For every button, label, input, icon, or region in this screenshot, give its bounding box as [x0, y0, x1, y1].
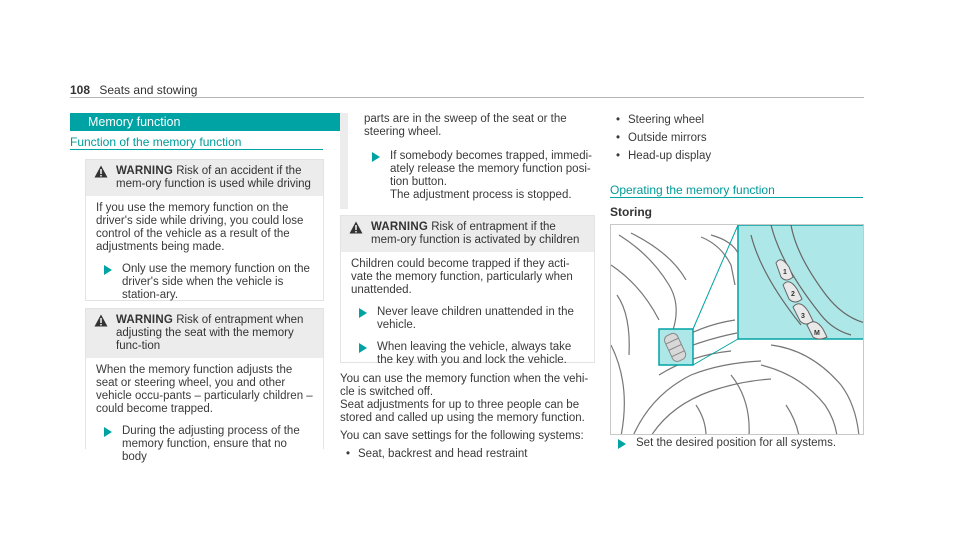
subtitle-operating-memory: Operating the memory function: [610, 183, 775, 197]
step-text: If somebody becomes trapped, immedi-ately release the memory function posi-tion button.: [390, 150, 592, 188]
step-text: During the adjusting process of the memory function, ensure that no body: [122, 425, 300, 463]
step-text: When leaving the vehicle, always take the key with you and lock the vehicle.: [377, 341, 572, 366]
warning-heading: Risk of an accident if the mem-ory function is used while driving: [116, 165, 311, 190]
step-text: Set the desired position for all systems.: [636, 437, 837, 449]
continued-text: parts are in the sweep of the seat or the steering wheel.: [364, 113, 567, 138]
step-arrow-icon: [618, 439, 626, 449]
warning-step-2: [351, 341, 584, 367]
warning-triangle-icon: [94, 165, 108, 178]
warning-step: [96, 425, 313, 464]
warning-heading: Risk of entrapment if the mem-ory function is activated by children: [371, 221, 580, 246]
page-header: [70, 83, 197, 97]
paragraph-three-people: Seat adjustments for up to three people can be stored and called up using the memory function.: [340, 399, 585, 424]
subtitle-rule: [70, 149, 323, 150]
header-rule: [70, 97, 864, 98]
warning-text: When the memory function adjusts the seat or steering wheel, you and other vehicle occu-pants – particularly children – could become trapped.: [96, 364, 313, 415]
warning-triangle-icon: [349, 221, 363, 234]
step-text: Only use the memory function on the driver's side when the vehicle is station-ary.: [122, 263, 310, 301]
figure-button-2: 2: [791, 291, 795, 298]
subtitle-function-of-memory: Function of the memory function: [70, 135, 242, 149]
list-item: • Seat, backrest and head restraint: [340, 448, 593, 461]
warning-label: WARNING: [116, 314, 173, 326]
warning-box-accident: [85, 159, 324, 301]
door-panel-figure: [610, 224, 864, 435]
warning-header: [86, 309, 323, 358]
warning-label: WARNING: [371, 221, 428, 233]
page-number: 108: [70, 83, 91, 97]
subtitle-rule: [610, 197, 863, 198]
continued-step-block: [340, 113, 593, 209]
list-item: • Head-up display: [610, 150, 863, 163]
figure-button-m: M: [814, 330, 820, 337]
list-item: • Outside mirrors: [610, 132, 863, 145]
step-arrow-icon: [104, 427, 112, 437]
step-arrow-icon: [359, 308, 367, 318]
section-bar-memory-function: [70, 113, 341, 131]
list-item: • Steering wheel: [610, 114, 863, 127]
warning-box-children: [340, 215, 595, 366]
step-arrow-icon: [359, 343, 367, 353]
step-set-position: [610, 437, 886, 450]
warning-body: [86, 196, 323, 308]
step-note: The adjustment process is stopped.: [390, 189, 572, 201]
warning-text: If you use the memory function on the driver's side while driving, you could lose control of the vehicle as a result of the adjustments being made.: [96, 202, 304, 253]
step-arrow-icon: [372, 152, 380, 162]
section-title: Seats and stowing: [99, 83, 198, 97]
warning-header: [341, 216, 594, 252]
step-text: Never leave children unattended in the vehicle.: [377, 306, 574, 331]
paragraph-systems: You can save settings for the following systems:: [340, 430, 584, 442]
storing-heading: Storing: [610, 205, 652, 219]
body-text-block: [340, 373, 593, 461]
step-release: [340, 150, 593, 189]
figure-button-1: 1: [783, 269, 787, 276]
warning-body: [86, 358, 323, 470]
warning-heading: Risk of entrapment when adjusting the seat with the memory func-tion: [116, 314, 304, 352]
warning-label: WARNING: [116, 165, 173, 177]
figure-button-3: 3: [801, 313, 805, 320]
warning-triangle-icon: [94, 314, 108, 327]
warning-text: Children could become trapped if they acti-vate the memory function, particularly when unattended.: [351, 258, 573, 296]
warning-header: [86, 160, 323, 196]
warning-box-entrapment-adjusting: [85, 308, 324, 463]
warning-step-1: [351, 306, 584, 332]
paragraph-switched-off: You can use the memory function when the vehi-cle is switched off.: [340, 373, 589, 398]
systems-list: [610, 109, 863, 163]
warning-body: [341, 252, 594, 373]
step-arrow-icon: [104, 265, 112, 275]
section-bar-label: Memory function: [88, 115, 181, 129]
warning-step: [96, 263, 313, 302]
door-panel-drawing: [611, 225, 864, 435]
